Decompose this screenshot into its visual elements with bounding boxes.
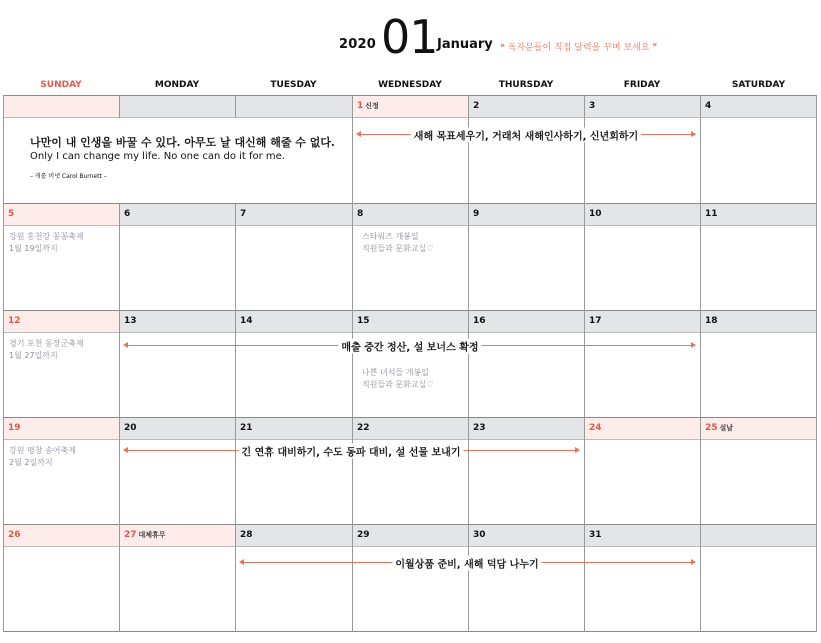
event-text: 직원들과 문화교실♡ <box>362 244 434 253</box>
day-cell-2[interactable] <box>468 96 584 117</box>
header-message: ❝ 독자분들이 직접 달력을 꾸며 보세요 ❞ <box>500 43 658 53</box>
day-number: 31 <box>589 530 602 540</box>
day-number: 30 <box>473 530 486 540</box>
day-cell-9[interactable] <box>468 204 584 225</box>
day-cell-empty <box>119 96 235 117</box>
day-number: 9 <box>473 209 480 219</box>
day-cell-empty <box>235 96 352 117</box>
grid-line <box>3 439 817 440</box>
span-label: 이월상품 준비, 새해 덕담 나누기 <box>392 556 541 571</box>
day-number: 28 <box>240 530 253 540</box>
month-number: 01 <box>381 10 438 64</box>
day-cell-5[interactable] <box>3 204 119 225</box>
day-number: 8 <box>357 209 364 219</box>
grid-line <box>3 332 817 333</box>
weekday-saturday: SATURDAY <box>731 80 786 90</box>
day-cell-25[interactable] <box>700 418 817 439</box>
day-cell-16[interactable] <box>468 311 584 332</box>
grid-line <box>700 95 701 632</box>
day-cell-19[interactable] <box>3 418 119 439</box>
day-number: 21 <box>240 423 253 433</box>
weekday-sunday: SUNDAY <box>40 80 82 90</box>
day-number: 11 <box>705 209 718 219</box>
event-text: 1월 19일까지 <box>9 244 58 253</box>
weekday-monday: MONDAY <box>154 80 200 90</box>
grid-line <box>119 95 120 118</box>
span-label: 새해 목표세우기, 거래처 새해인사하기, 신년회하기 <box>411 128 641 143</box>
grid-line <box>3 225 817 226</box>
grid-line <box>584 95 585 632</box>
day-number: 27 <box>124 530 137 540</box>
day-cell-empty <box>700 525 817 546</box>
day-number: 22 <box>357 423 370 433</box>
event-text: 나쁜 녀석들 개봉일 <box>362 368 429 377</box>
day-cell-24[interactable] <box>584 418 700 439</box>
day-number: 13 <box>124 316 137 326</box>
day-number: 25 <box>705 423 718 433</box>
grid-line <box>3 95 817 96</box>
span-label: 매출 중간 정산, 설 보너스 확정 <box>338 339 481 354</box>
holiday-tag: 대체휴무 <box>138 531 166 539</box>
day-cell-21[interactable] <box>235 418 352 439</box>
grid-line <box>3 417 817 418</box>
weekday-friday: FRIDAY <box>623 80 661 90</box>
grid-line <box>3 310 817 311</box>
day-number: 29 <box>357 530 370 540</box>
weekday-thursday: THURSDAY <box>498 80 554 90</box>
weekday-tuesday: TUESDAY <box>270 80 317 90</box>
span-label: 긴 연휴 대비하기, 수도 동파 대비, 설 선물 보내기 <box>239 444 464 459</box>
day-cell-3[interactable] <box>584 96 700 117</box>
day-number: 10 <box>589 209 602 219</box>
event-text: 강원 홍천강 꽁꽁축제 <box>9 232 84 241</box>
day-number: 12 <box>8 316 21 326</box>
day-cell-31[interactable] <box>584 525 700 546</box>
day-number: 2 <box>473 101 480 111</box>
day-cell-15[interactable] <box>352 311 468 332</box>
day-number: 19 <box>8 423 21 433</box>
day-number: 3 <box>589 101 596 111</box>
day-cell-4[interactable] <box>700 96 817 117</box>
event-text: 1월 27일까지 <box>9 351 58 360</box>
quote-korean: 나만이 내 인생을 바꿀 수 있다. 아무도 날 대신해 해줄 수 없다. <box>30 136 335 149</box>
event-text: 2월 2일까지 <box>9 458 53 467</box>
day-cell-11[interactable] <box>700 204 817 225</box>
grid-line <box>3 117 817 118</box>
grid-line <box>119 203 120 632</box>
day-number: 15 <box>357 316 370 326</box>
day-cell-26[interactable] <box>3 525 119 546</box>
day-cell-29[interactable] <box>352 525 468 546</box>
grid-line <box>3 546 817 547</box>
day-number: 20 <box>124 423 137 433</box>
day-number: 4 <box>705 101 712 111</box>
month-name: January <box>437 37 493 52</box>
grid-line <box>468 95 469 632</box>
grid-line <box>3 631 817 632</box>
day-number: 23 <box>473 423 486 433</box>
grid-line <box>3 203 817 204</box>
day-number: 26 <box>8 530 21 540</box>
day-cell-14[interactable] <box>235 311 352 332</box>
grid-line <box>816 95 817 632</box>
year-label: 2020 <box>339 37 376 52</box>
event-text: 강원 평창 송어축제 <box>9 446 76 455</box>
day-cell-10[interactable] <box>584 204 700 225</box>
quote-english: Only I can change my life. No one can do it for me. <box>30 151 285 162</box>
grid-line <box>3 95 4 632</box>
day-cell-22[interactable] <box>352 418 468 439</box>
day-number: 5 <box>8 209 15 219</box>
day-cell-20[interactable] <box>119 418 235 439</box>
holiday-tag: 설날 <box>719 424 734 432</box>
grid-line <box>352 95 353 632</box>
day-cell-8[interactable] <box>352 204 468 225</box>
day-cell-6[interactable] <box>119 204 235 225</box>
holiday-tag: 신정 <box>365 102 379 110</box>
day-cell-empty <box>3 96 119 117</box>
event-text: 경기 포천 동장군축제 <box>9 339 84 348</box>
grid-line <box>3 524 817 525</box>
day-number: 18 <box>705 316 718 326</box>
day-cell-17[interactable] <box>584 311 700 332</box>
grid-line <box>235 203 236 632</box>
day-cell-30[interactable] <box>468 525 584 546</box>
day-number: 17 <box>589 316 602 326</box>
day-cell-23[interactable] <box>468 418 584 439</box>
quote-source: – 캐롤 버넷 Carol Burnett – <box>30 173 107 180</box>
day-cell-13[interactable] <box>119 311 235 332</box>
day-number: 6 <box>124 209 131 219</box>
weekday-wednesday: WEDNESDAY <box>378 80 442 90</box>
day-cell-27[interactable] <box>119 525 235 546</box>
event-text: 스타워즈 개봉일 <box>362 232 419 241</box>
day-number: 24 <box>589 423 602 433</box>
day-cell-1[interactable] <box>352 96 468 117</box>
day-number: 16 <box>473 316 486 326</box>
day-number: 7 <box>240 209 247 219</box>
day-cell-7[interactable] <box>235 204 352 225</box>
day-cell-18[interactable] <box>700 311 817 332</box>
calendar-header <box>0 0 821 70</box>
day-cell-28[interactable] <box>235 525 352 546</box>
event-text: 직원들과 문화교실♡ <box>362 380 434 389</box>
day-number: 1 <box>357 101 364 111</box>
grid-line <box>235 95 236 118</box>
day-cell-12[interactable] <box>3 311 119 332</box>
day-number: 14 <box>240 316 253 326</box>
